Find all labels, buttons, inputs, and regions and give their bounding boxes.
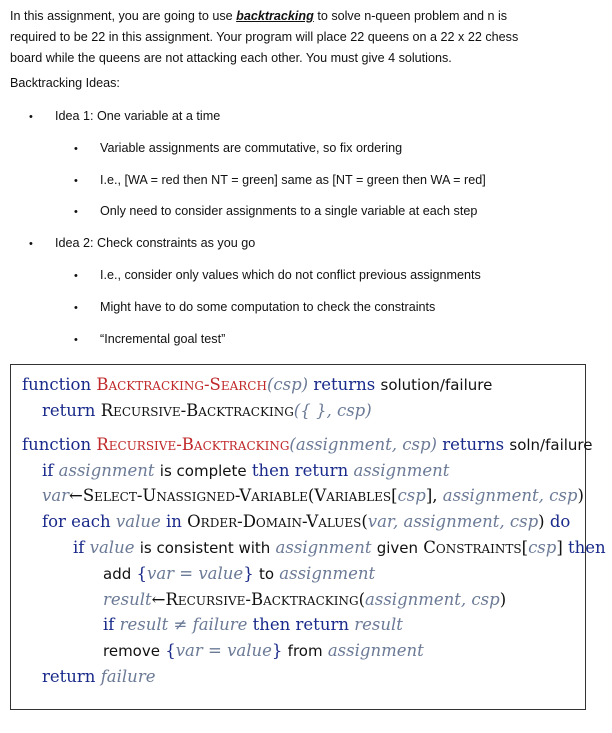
idea-2-title: • Idea 2: Check constraints as you go	[29, 236, 256, 250]
assignment-description	[10, 6, 602, 69]
bullet-icon: •	[74, 143, 78, 155]
description-line-1: In this assignment, you are going to use backtracking to solve n-queen problem and n is	[10, 9, 508, 23]
description-line-2: required to be 22 in this assignment. Your program will place 22 queens on a 22 x 22 chess	[10, 30, 519, 44]
idea-2-item-2: • Might have to do some computation to check the constraints	[74, 300, 436, 314]
bullet-icon: •	[74, 302, 78, 314]
pseudocode-line-9: result←Recursive-Backtracking(assignment, csp)	[103, 590, 507, 609]
bullet-icon: •	[74, 334, 78, 346]
idea-2-item-3: • “Incremental goal test”	[74, 332, 226, 346]
pseudocode-line-1: function Backtracking-Search(csp) returns solution/failure	[22, 375, 493, 394]
bullet-icon: •	[29, 238, 33, 250]
pseudocode-box	[10, 364, 606, 710]
bullet-icon: •	[74, 270, 78, 282]
idea-2-item-1: • I.e., consider only values which do not conflict previous assignments	[74, 268, 481, 282]
pseudocode-line-2: return Recursive-Backtracking({ }, csp)	[42, 401, 372, 420]
idea-1-item-3: • Only need to consider assignments to a single variable at each step	[74, 204, 478, 218]
backtracking-term: backtracking	[236, 9, 314, 23]
idea-1-item-1: • Variable assignments are commutative, so fix ordering	[74, 141, 403, 155]
pseudocode-line-10: if result ≠ failure then return result	[103, 615, 403, 634]
bullet-icon: •	[74, 175, 78, 187]
idea-1-item-2: • I.e., [WA = red then NT = green] same as [NT = green then WA = red]	[74, 173, 486, 187]
pseudocode-line-11: remove {var = value} from assignment	[103, 641, 424, 660]
pseudocode-line-7: if value is consistent with assignment given Constraints[csp] then	[73, 538, 606, 557]
description-line-3: board while the queens are not attacking each other. You must give 4 solutions.	[10, 51, 452, 65]
idea-1-title: • Idea 1: One variable at a time	[29, 109, 221, 123]
pseudocode-line-3: function Recursive-Backtracking(assignment, csp) returns soln/failure	[22, 435, 593, 454]
ideas-heading: Backtracking Ideas:	[10, 76, 120, 90]
pseudocode-line-5: var←Select-Unassigned-Variable(Variables[csp], assignment, csp)	[42, 486, 584, 505]
pseudocode-line-6: for each value in Order-Domain-Values(var, assignment, csp) do	[42, 512, 571, 531]
bullet-icon: •	[74, 206, 78, 218]
bullet-icon: •	[29, 111, 33, 123]
pseudocode-line-4: if assignment is complete then return assignment	[42, 461, 450, 480]
pseudocode-line-8: add {var = value} to assignment	[103, 564, 376, 583]
pseudocode-line-12: return failure	[42, 667, 156, 686]
